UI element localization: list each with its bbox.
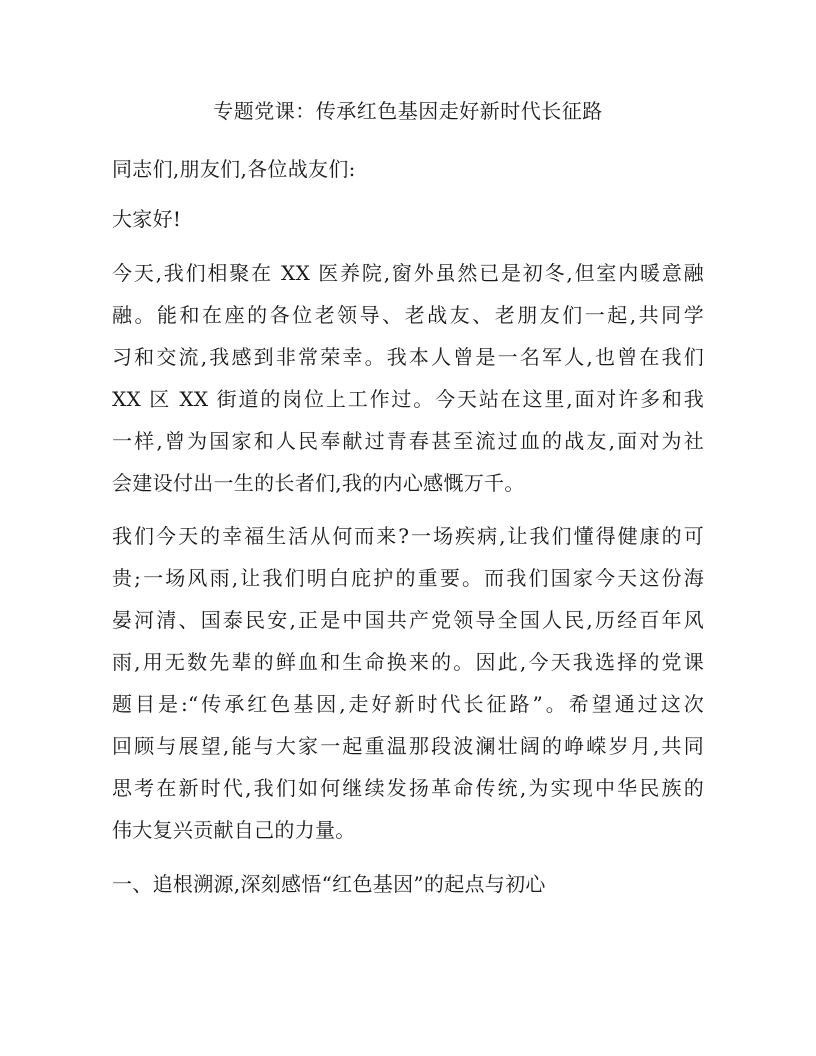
paragraph2-line: 回顾与展望,能与大家一起重温那段波澜壮阔的峥嵘岁月,共同 — [112, 734, 704, 758]
paragraph1-line: 会建设付出一生的长者们,我的内心感慨万千。 — [112, 471, 525, 495]
paragraph2-line: 伟大复兴贡献自己的力量。 — [112, 818, 356, 842]
paragraph1-line: XX 区 XX 街道的岗位上工作过。今天站在这里,面对许多和我 — [112, 387, 704, 411]
greeting-line: 同志们,朋友们,各位战友们: — [112, 157, 356, 181]
paragraph1-line: 今天,我们相聚在 XX 医养院,窗外虽然已是初冬,但室内暖意融 — [112, 261, 704, 285]
paragraph1-line: 习和交流,我感到非常荣幸。我本人曾是一名军人,也曾在我们 — [112, 345, 704, 369]
paragraph2-line: 贵;一场风雨,让我们明白庇护的重要。而我们国家今天这份海 — [112, 566, 704, 590]
paragraph1-line: 一样,曾为国家和人民奉献过青春甚至流过血的战友,面对为社 — [112, 429, 704, 453]
paragraph2-line: 晏河清、国泰民安,正是中国共产党领导全国人民,历经百年风 — [112, 608, 704, 632]
document-title: 专题党课：传承红色基因走好新时代长征路 — [213, 99, 603, 123]
paragraph2-line: 思考在新时代,我们如何继续发扬革命传统,为实现中华民族的 — [112, 776, 704, 800]
paragraph2-line: 我们今天的幸福生活从何而来?一场疾病,让我们懂得健康的可 — [112, 524, 704, 548]
paragraph2-line: 雨,用无数先辈的鲜血和生命换来的。因此,今天我选择的党课 — [112, 650, 704, 674]
paragraph2-line: 题目是:“传承红色基因,走好新时代长征路”。希望通过这次 — [112, 692, 704, 716]
paragraph1-line: 融。能和在座的各位老领导、老战友、老朋友们一起,共同学 — [112, 303, 704, 327]
section-heading: 一、追根溯源,深刻感悟“红色基因”的起点与初心 — [112, 872, 546, 896]
hello-line: 大家好! — [112, 207, 182, 231]
